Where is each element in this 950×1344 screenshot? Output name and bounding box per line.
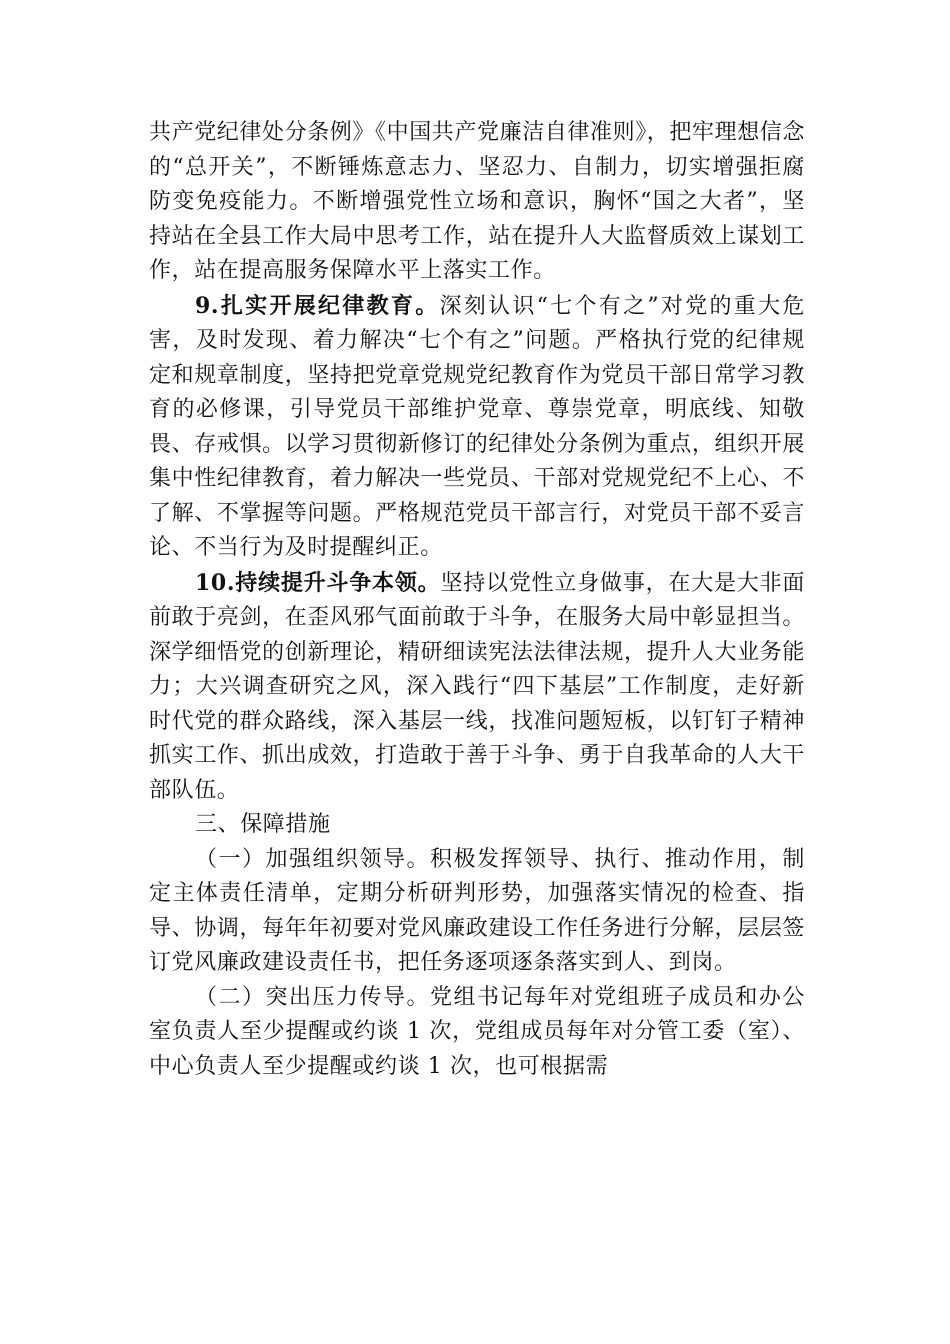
paragraph-item-9 <box>149 289 805 566</box>
paragraph-discipline-continuation <box>149 116 805 289</box>
measure-1-heading: （一）加强组织领导。 <box>195 846 430 872</box>
item-9-text: 深刻认识“七个有之”对党的重大危害，及时发现、着力解决“七个有之”问题。严格执行党的纪律规定和规章制度，坚持把党章党规党纪教育作为党员干部日常学习教育的必修课，引导党员干部维护党章、尊崇党章，明底线、知敬畏、存戒惧。以学习贯彻新修订的纪律处分条例为重点，组织开展集中性纪律教育，着力解决一些党员、干部对党规党纪不上心、不了解、不掌握等问题。严格规范党员干部言行，对党员干部不妥言论、不当行为及时提醒纠正。 <box>149 293 805 560</box>
paragraph-item-10 <box>149 566 805 809</box>
item-10-heading: 10.持续提升斗争本领。 <box>195 569 441 596</box>
paragraph-text: 共产党纪律处分条例》《中国共产党廉洁自律准则》，把牢理想信念的“总开关”，不断锤炼意志力、坚忍力、自制力，切实增强拒腐防变免疫能力。不断增强党性立场和意识，胸怀“国之大者”，坚持站在全县工作大局中思考工作，站在提升人大监督质效上谋划工作，站在提高服务保障水平上落实工作。 <box>149 120 806 283</box>
measure-2-text: 党组书记每年对党组班子成员和办公室负责人至少提醒或约谈 1 次，党组成员每年对分管工委（室）、中心负责人至少提醒或约谈 1 次，也可根据需 <box>149 984 805 1079</box>
document-body <box>149 116 805 1084</box>
paragraph-measure-2 <box>149 981 805 1085</box>
measure-2-heading: （二）突出压力传导。 <box>195 984 430 1010</box>
item-10-text: 坚持以党性立身做事，在大是大非面前敢于亮剑，在歪风邪气面前敢于斗争，在服务大局中彰显担当。深学细悟党的创新理论，精研细读宪法法律法规，提升人大业务能力；大兴调查研究之风，深入践行“四下基层”工作制度，走好新时代党的群众路线，深入基层一线，找准问题短板，以钉钉子精神抓实工作、抓出成效，打造敢于善于斗争、勇于自我革命的人大干部队伍。 <box>149 570 805 803</box>
paragraph-measure-1 <box>149 843 805 981</box>
measure-1-text: 积极发挥领导、执行、推动作用，制定主体责任清单，定期分析研判形势，加强落实情况的检查、指导、协调，每年年初要对党风廉政建设工作任务进行分解，层层签订党风廉政建设责任书，把任务逐项逐条落实到人、到岗。 <box>149 846 805 975</box>
item-9-heading: 9.扎实开展纪律教育。 <box>195 292 440 319</box>
section-heading: 三、保障措施 <box>195 812 331 837</box>
